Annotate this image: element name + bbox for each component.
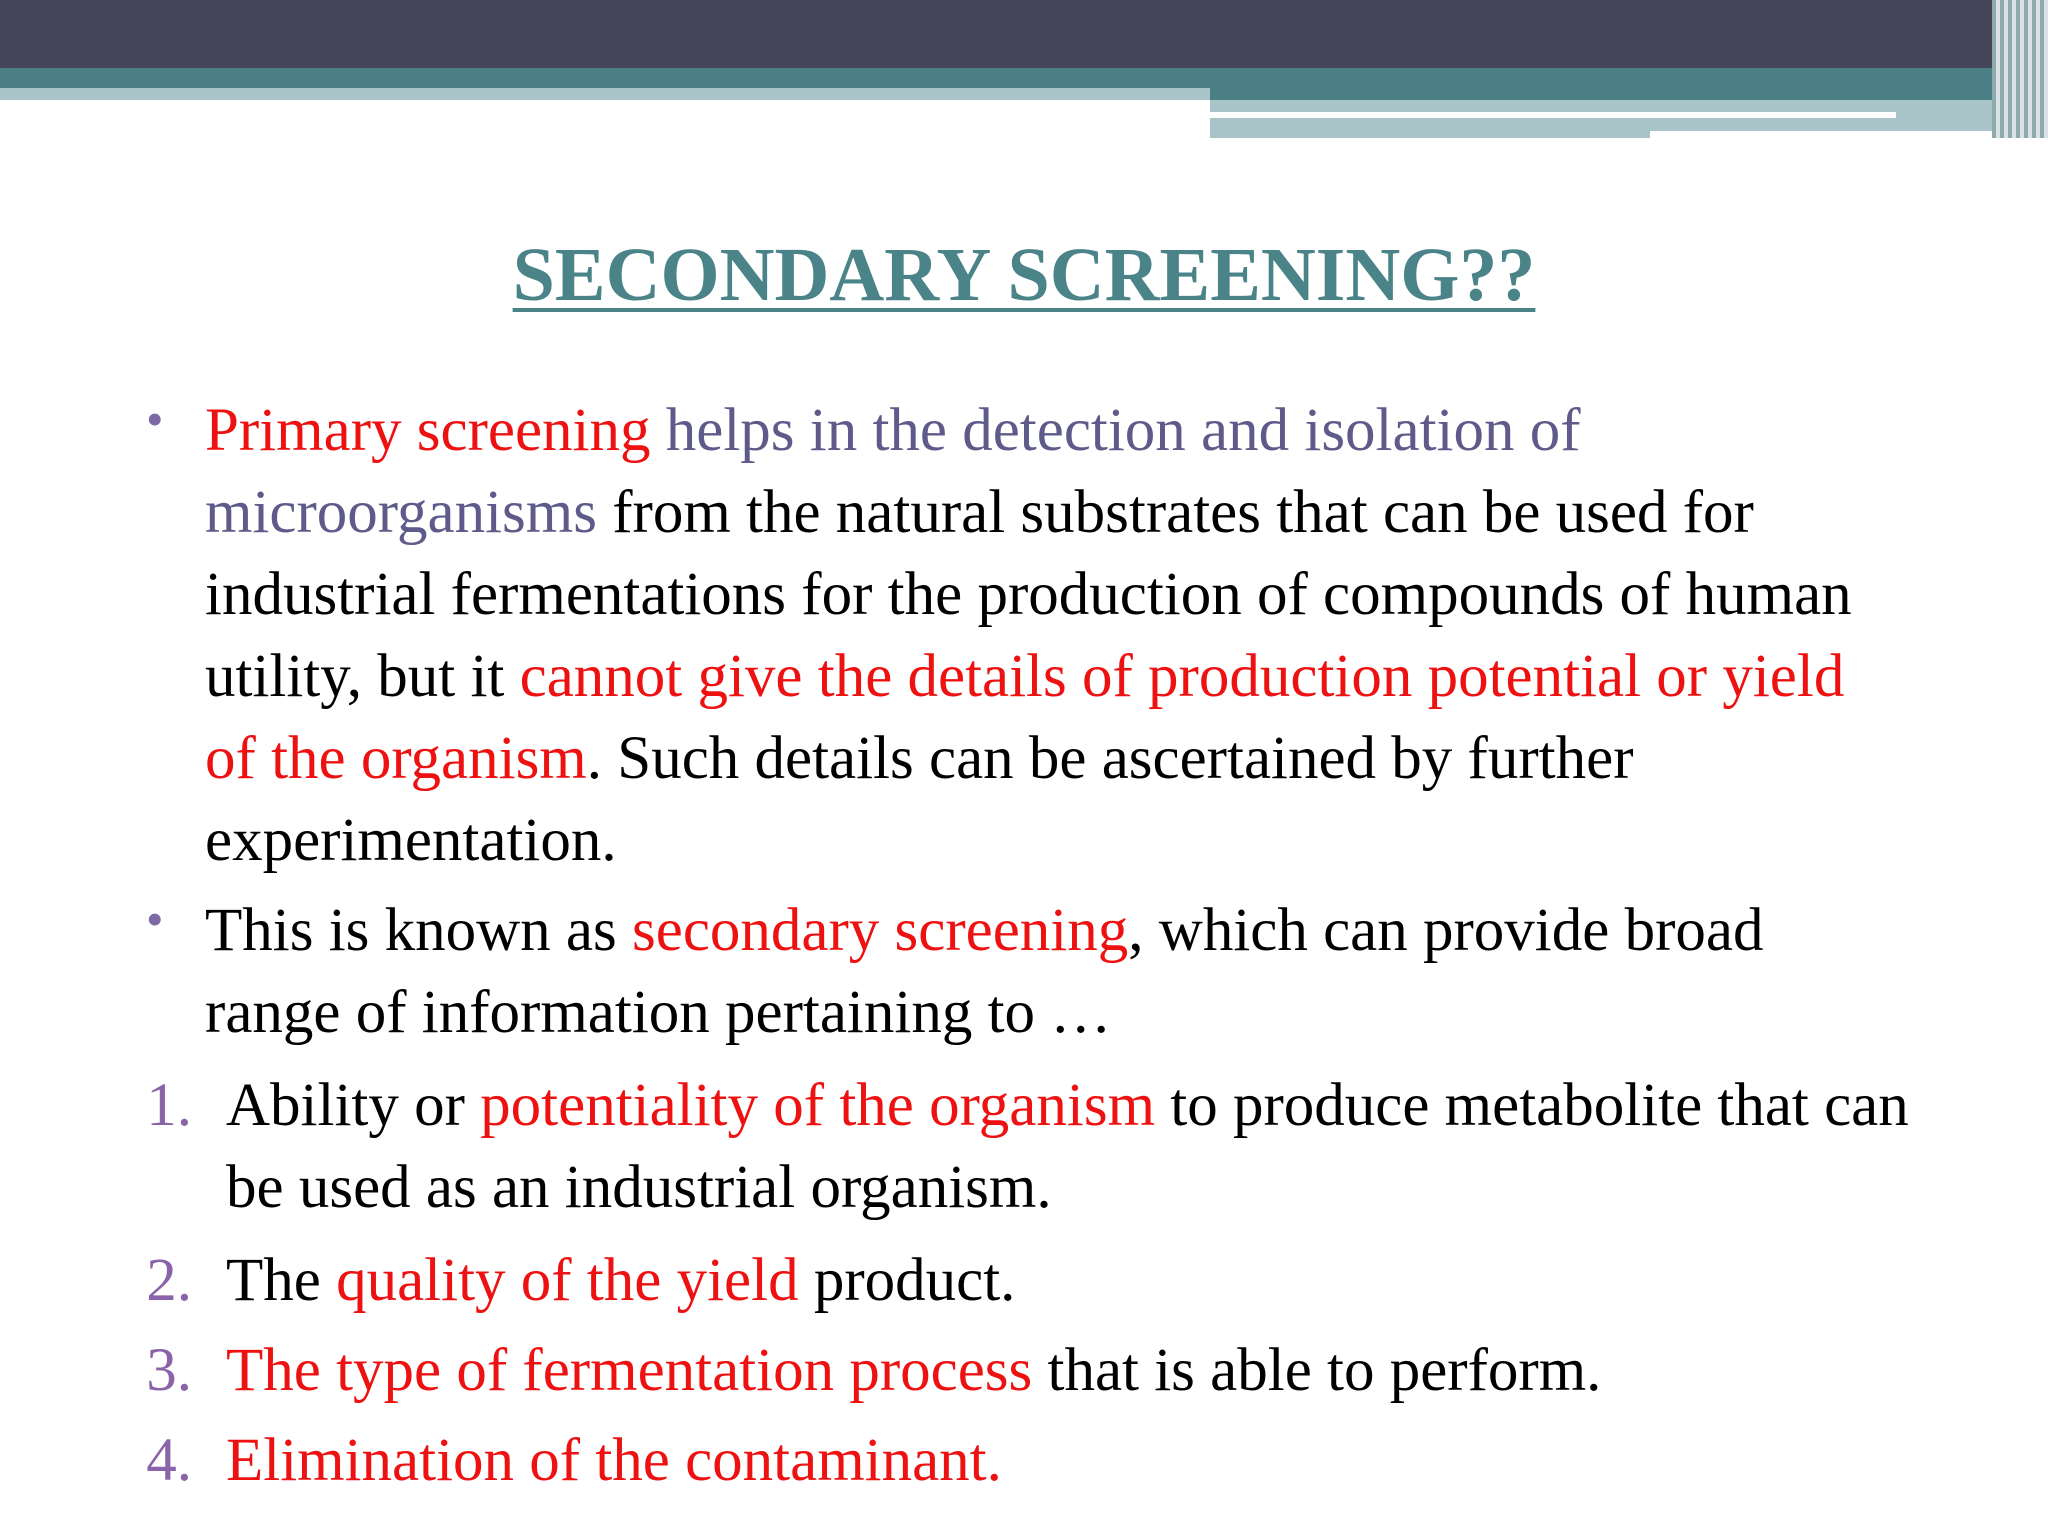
text-segment: Ability or: [226, 1072, 481, 1139]
header-band-light: [0, 88, 1210, 100]
text-segment: . Such details can be ascertained by further experimentation.: [205, 725, 1634, 874]
numbered-item-3: [226, 1330, 1926, 1412]
numbered-item-2: [226, 1240, 1926, 1322]
text-segment: The type of fermentation process: [226, 1337, 1033, 1404]
list-number: 4.: [146, 1427, 192, 1494]
list-number: 3.: [146, 1337, 192, 1404]
numbered-item-4: [226, 1420, 1926, 1502]
header-band-white-line-2: [1650, 131, 2048, 138]
header-band-dark: [0, 0, 2048, 68]
text-segment: Primary screening: [205, 397, 651, 464]
header-band-teal-right: [1210, 88, 2048, 100]
list-number: 1.: [146, 1072, 192, 1139]
list-number: 2.: [146, 1247, 192, 1314]
bullet-marker: •: [146, 391, 164, 447]
text-segment: This is known as: [205, 897, 632, 964]
text-segment: to produce metabolite that can be used as an industrial organism.: [226, 1072, 1909, 1221]
text-segment: The: [226, 1247, 337, 1314]
text-segment: cannot give the details of production potential or yield of the organism: [205, 643, 1845, 792]
text-segment: secondary screening: [632, 897, 1129, 964]
text-segment: that is able to perform.: [1032, 1337, 1602, 1404]
header-stripes: [1992, 0, 2048, 138]
header-band-white-line: [1210, 112, 1896, 118]
text-segment: quality of the yield: [336, 1247, 799, 1314]
numbered-item-1: [226, 1065, 1926, 1229]
text-segment: , which can provide broad range of information pertaining to …: [205, 897, 1764, 1046]
text-segment: helps in the detection and isolation of microorganisms: [205, 397, 1581, 546]
bullet-paragraph-2: [205, 890, 1905, 1054]
bullet-paragraph-1: [205, 390, 1905, 882]
text-segment: Elimination of the contaminant.: [226, 1427, 1002, 1494]
header-band-teal: [0, 68, 2048, 88]
slide-title: SECONDARY SCREENING??: [512, 233, 1536, 317]
text-segment: potentiality of the organism: [480, 1072, 1156, 1139]
bullet-marker: •: [146, 891, 164, 947]
text-segment: product.: [798, 1247, 1016, 1314]
text-segment: from the natural substrates that can be used for industrial fermentations for the production of compounds of human utility, but it: [205, 479, 1852, 710]
